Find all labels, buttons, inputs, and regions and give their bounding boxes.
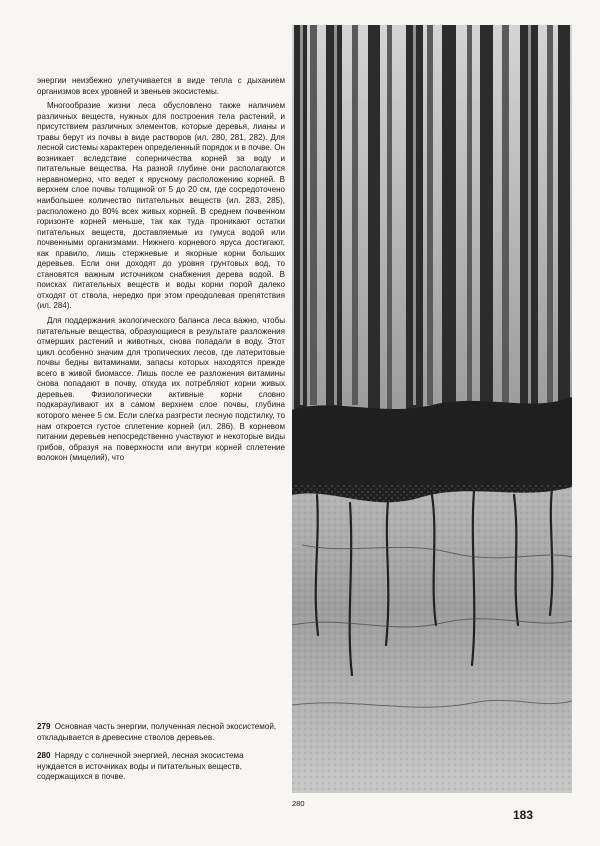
figure-captions xyxy=(37,722,277,791)
caption-279 xyxy=(37,722,277,743)
caption-text: Наряду с солнечной энергией, лесная экосистема нуждается в источниках воды и питательных веществ, содержащихся в почве. xyxy=(37,751,244,781)
main-text-column xyxy=(37,76,285,468)
paragraph-2: Многообразие жизни леса обусловлено также наличием различных веществ, нужных для построения тела растений, и присутствием различных элементов, которые деревья, лианы и травы берут из почвы в виде растворов (ил. 280, 281, 282). Для лесной системы характерен определенный порядок и в почве. Он возникает вследствие соперничества корней за воду и питательные вещества. На разной глубине они располагаются неравномерно, что ведет к ярусному расположению корней. В верхнем слое почвы толщиной от 5 до 20 см, где сосредоточено наибольшее количество питательных веществ (ил. 283, 285), расположено до 80% всех живых корней. В среднем почвенном горизонте корней меньше, так как туда проникают остатки питательных веществ, доставляемые из гумуса водой или почвенными организмами. Нижнего корневого яруса достигают, как правило, лишь стержневые и якорные корни больших деревьев. Если они доходят до уровня грунтовых вод, то становятся важным источником снабжения дерева водой. В поисках питательных веществ и воды корни порой далеко отходят от ствола, нередко при этом преодолевая препятствия (ил. 284). xyxy=(37,101,285,311)
forest-photo-illustration xyxy=(292,25,572,793)
caption-number: 279 xyxy=(37,722,51,731)
paragraph-3: Для поддержания экологического баланса леса важно, чтобы питательные вещества, образующиеся в результате разложения отмерших растений и животных, снова попадали в воду. Этот цикл особенно значим для тропических лесов, где латеритовые почвы бедны витаминами, запасы которых находятся прежде всего в живой биомассе. Лишь после ее разложения витамины снова попадают в почву, откуда их потребляют корни живых деревьев. Физиологически активные корни словно подкарауливают их в самом верхнем слое почвы, глубина которого менее 5 см. Если слегка разгрести лесную подстилку, то нам откроется густое сплетение корней (ил. 286). В корневом питании деревьев непосредственно участвуют и некоторые виды грибов, образуя на поверхности или внутри корней сплетение волокон (мицелий), что xyxy=(37,316,285,463)
paragraph-1: энергии неизбежно улетучивается в виде тепла с дыханием организмов всех уровней и звеньев экосистемы. xyxy=(37,76,285,96)
caption-text: Основная часть энергии, полученная лесной экосистемой, откладывается в древесине стволов деревьев. xyxy=(37,722,277,742)
caption-280 xyxy=(37,751,277,783)
forest-roots-photo xyxy=(292,25,572,793)
page-number: 183 xyxy=(513,808,534,822)
photo-label: 280 xyxy=(292,799,305,808)
caption-number: 280 xyxy=(37,751,51,760)
